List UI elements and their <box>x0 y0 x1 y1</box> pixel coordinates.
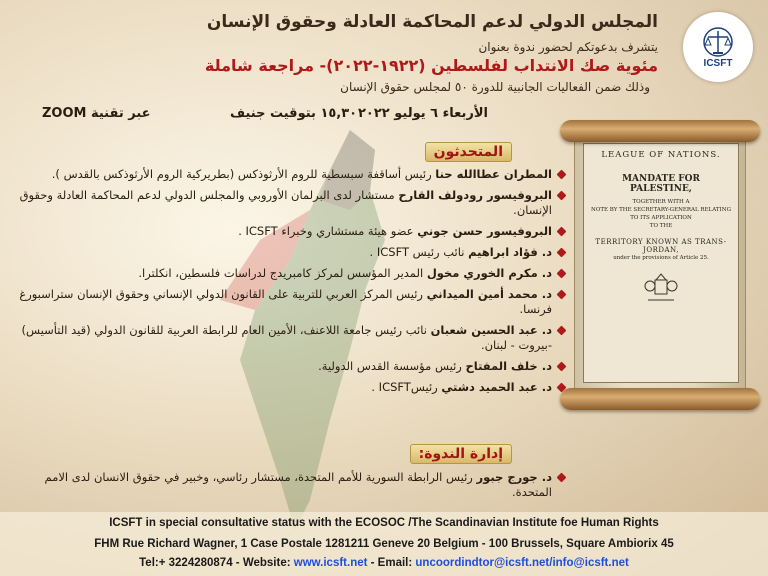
email-link[interactable]: uncoordindtor@icsft.net/info@icsft.net <box>415 557 629 569</box>
moderator-heading: إدارة الندوة: <box>410 444 512 464</box>
logo-text: ICSFT <box>703 57 733 69</box>
speaker-item <box>13 323 568 353</box>
speaker-desc: رئيس المركز العربي للتربية على القانون الدولي الإنساني وحقوق الإنسان ستراسبورغ فرنسا. <box>19 287 552 316</box>
speaker-item <box>13 224 568 239</box>
speaker-desc: نائب رئيس جامعة اللاعنف، الأمين العام للرابطة العربية للقانون الدولي (قيد التأسيس) -بيروت - لبنان. <box>21 323 552 352</box>
speaker-desc: رئيس أساقفة سبسطية للروم الأرثوذكس (بطريركية الروم الأرثوذكس بالقدس ). <box>51 167 436 181</box>
moderator-block <box>13 470 568 506</box>
footer-contact-line <box>0 557 768 569</box>
doc-article: under the provisions of Article 25. <box>613 255 709 261</box>
scales-of-justice-icon <box>698 26 738 60</box>
footer-email-label: - Email: <box>367 557 416 569</box>
speaker-item <box>13 188 568 218</box>
event-platform: عبر تقنية ZOOM <box>42 106 151 121</box>
speaker-desc: المدير المؤسس لمركز كامبريدج لدراسات فلسطين، انكلترا. <box>138 266 427 280</box>
royal-crest-icon <box>642 272 680 306</box>
moderator-desc: رئيس الرابطة السورية للأمم المتحدة، مستشار رئاسي، وخبير في حقوق الانسان لدى الامم المتحدة. <box>44 470 552 499</box>
invitation-line: يتشرف بدعوتكم لحضور ندوة بعنوان <box>478 40 658 54</box>
speaker-desc: نائب رئيس ICSFT . <box>369 245 469 259</box>
doc-title: MANDATE FOR PALESTINE, <box>622 174 700 194</box>
doc-note: NOTE BY THE SECRETARY-GENERAL RELATING TO ITS APPLICATION <box>591 207 731 221</box>
footer-status-line: ICSFT in special consultative status with the ECOSOC /The Scandinavian Institute foe Human Rights <box>109 517 659 529</box>
speaker-item <box>13 266 568 281</box>
speaker-item <box>13 167 568 182</box>
mandate-document <box>583 143 739 383</box>
speaker-desc: رئيسICSFT . <box>371 380 442 394</box>
speaker-item <box>13 359 568 374</box>
speaker-name: د. محمد أمين الميداني <box>426 287 552 301</box>
footer-website-label: Website: <box>242 557 294 569</box>
side-event-note: وذلك ضمن الفعاليات الجانبية للدورة ٥٠ لمجلس حقوق الإنسان <box>340 80 650 94</box>
event-date: الأربعاء ٦ يوليو ٢٠٢٢ <box>358 106 489 121</box>
speaker-name: د. فؤاد ابراهيم <box>468 245 552 259</box>
speakers-list <box>13 167 568 401</box>
website-link[interactable]: www.icsft.net <box>293 557 368 569</box>
speaker-desc: عضو هيئة مستشاري وخبراء ICSFT . <box>238 224 418 238</box>
speaker-name: البروفيسور حسن جوني <box>417 224 552 238</box>
seminar-topic: مئوية صك الانتداب لفلسطين (١٩٢٢-٢٠٢٢)- مراجعة شاملة <box>204 56 658 75</box>
footer-tel: Tel:+ 3224280874 - <box>139 557 243 569</box>
footer-address-line: FHM Rue Richard Wagner, 1 Case Postale 1281211 Geneve 20 Belgium - 100 Brussels, Square Ambiorix 45 <box>94 538 674 550</box>
mandate-document-scroll <box>560 120 760 410</box>
speaker-name: د. عبد الحميد دشتي <box>441 380 552 394</box>
icsft-logo <box>683 12 753 82</box>
moderator-name: د. جورج جبور <box>476 470 552 484</box>
speaker-name: د. عبد الحسين شعبان <box>430 323 552 337</box>
doc-territory: TERRITORY KNOWN AS TRANS-JORDAN, <box>595 238 727 254</box>
speaker-desc: رئيس مؤسسة القدس الدولية. <box>318 359 466 373</box>
speaker-item <box>13 245 568 260</box>
scroll-paper <box>574 132 746 394</box>
moderator-item <box>13 470 568 500</box>
speaker-item <box>13 287 568 317</box>
speaker-name: البروفيسور رودولف القارح <box>398 188 552 202</box>
scroll-roller-top <box>560 120 760 142</box>
speaker-name: د. خلف المفتاح <box>465 359 552 373</box>
speakers-heading: المتحدثون <box>425 142 512 162</box>
doc-subtitle: TOGETHER WITH A <box>632 199 690 205</box>
speaker-name: المطران عطاالله حنا <box>435 167 552 181</box>
speaker-desc: مستشار لدى البرلمان الأوروبي والمجلس الدولي لدعم المحاكمة العادلة وحقوق الإنسان. <box>19 188 552 217</box>
scroll-roller-bottom <box>560 388 760 410</box>
speaker-item <box>13 380 568 395</box>
doc-heading: LEAGUE OF NATIONS. <box>601 150 721 160</box>
organization-title: المجلس الدولي لدعم المحاكمة العادلة وحقوق الإنسان <box>206 12 658 32</box>
event-time: ١٥,٣٠ بتوقيت جنيف <box>230 106 358 121</box>
doc-to: TO THE <box>649 223 673 229</box>
speaker-name: د. مكرم الخوري مخول <box>426 266 552 280</box>
